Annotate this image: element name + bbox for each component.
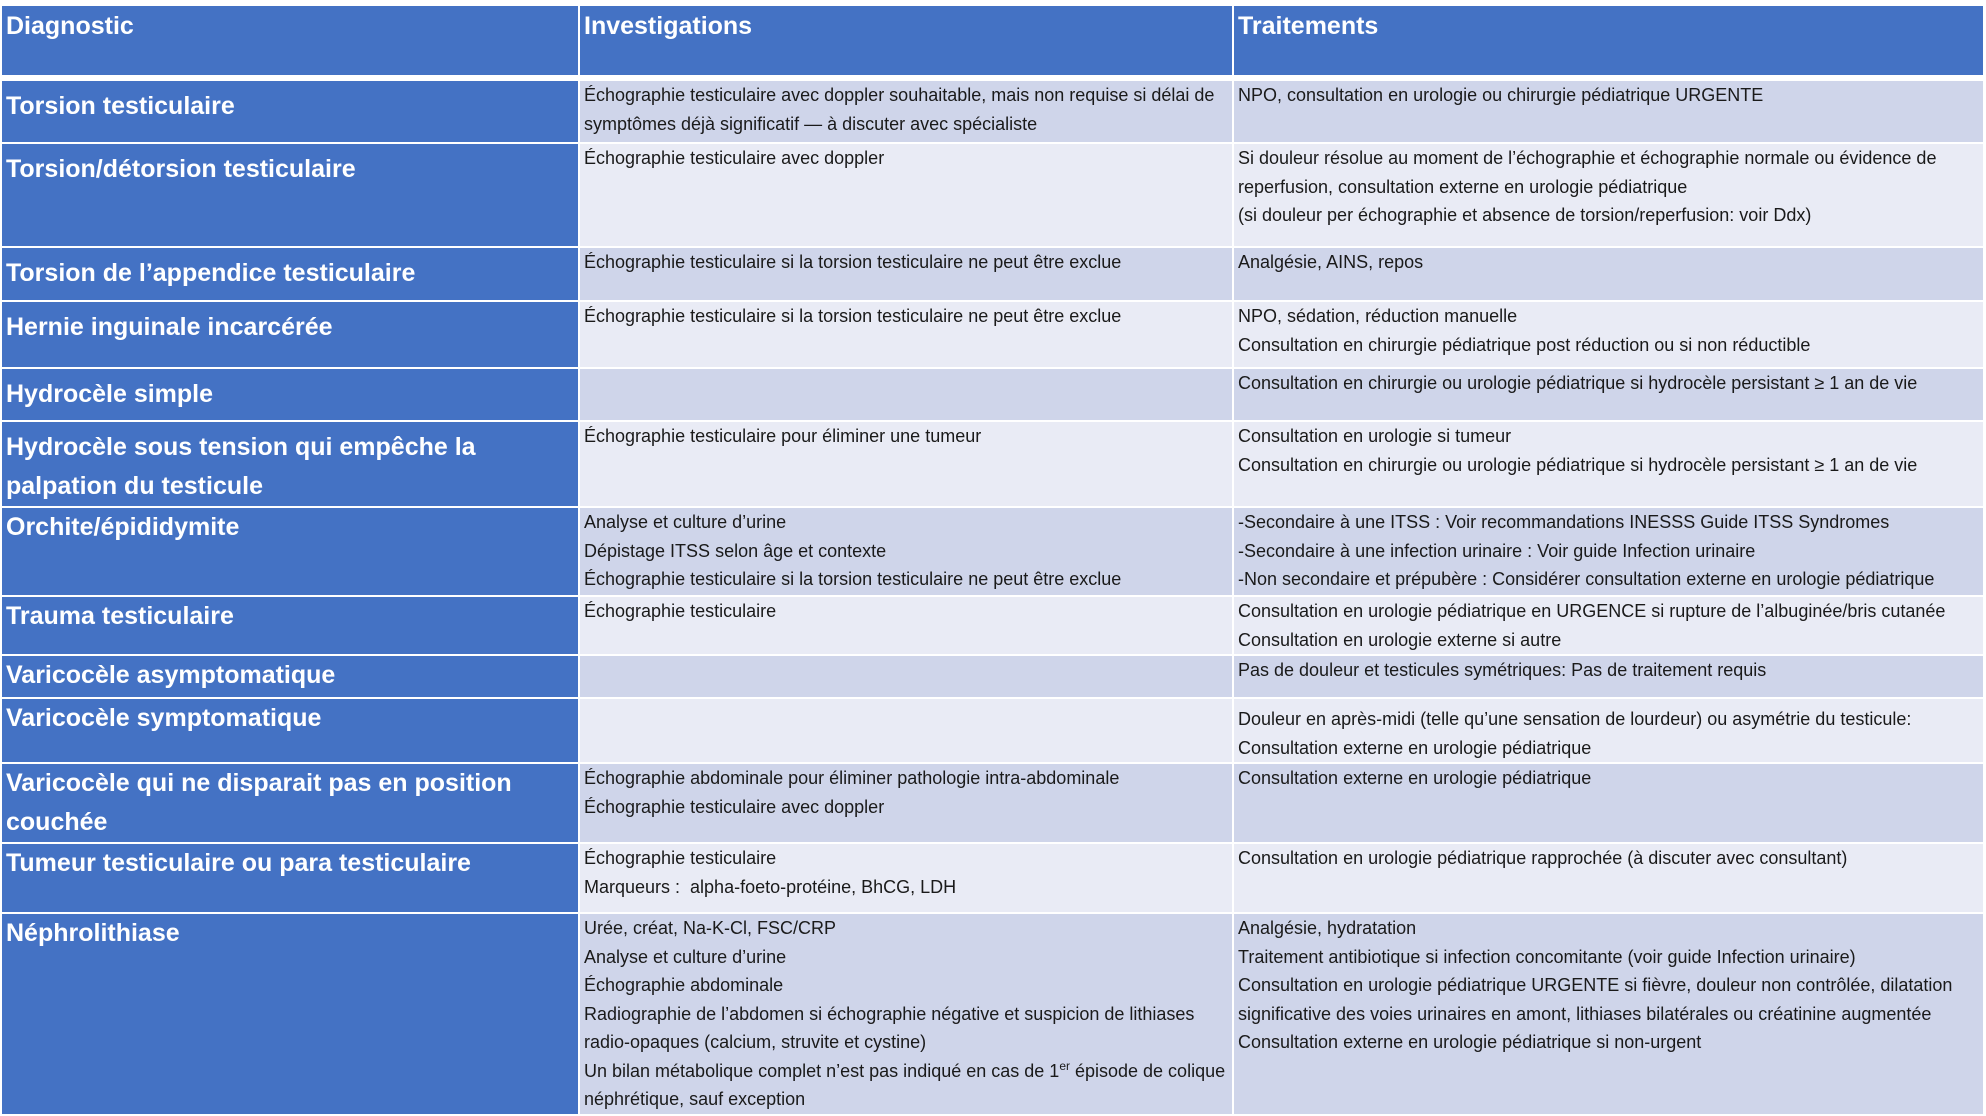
traitements-line: -Secondaire à une ITSS : Voir recommandations INESSS Guide ITSS Syndromes [1238,512,1890,532]
investigations-cell [579,763,1233,843]
diagnostic-cell: Hydrocèle simple [2,368,579,421]
table-header-row [2,6,1984,78]
traitements-cell [1233,655,1984,698]
diagnostic-table [2,6,1985,1116]
table-row [2,913,1984,1115]
investigations-text: épisode de colique néphrétique, sauf exception [584,1060,1231,1109]
investigations-line: Marqueurs : alpha-foeto-protéine, BhCG, LDH [584,876,957,897]
investigations-line: Dépistage ITSS selon âge et contexte [584,540,887,561]
diagnostic-cell: Néphrolithiase [2,913,579,1115]
traitements-cell [1233,698,1984,763]
diagnostic-cell: Orchite/épididymite [2,507,579,596]
table-row [2,301,1984,368]
investigations-cell [579,913,1233,1115]
traitements-line: Consultation en urologie externe si autre [1238,629,1562,650]
investigations-cell [579,143,1233,247]
investigations-cell [579,655,1233,698]
table-row [2,655,1984,698]
traitements-line: Traitement antibiotique si infection concomitante (voir guide Infection urinaire) [1238,946,1856,967]
traitements-line: Analgésie, hydratation [1238,918,1417,938]
traitements-line: Consultation en urologie si tumeur [1238,426,1512,446]
investigations-line: Échographie abdominale [584,975,784,995]
investigations-cell [579,596,1233,655]
investigations-text: Un bilan métabolique complet n’est pas indiqué en cas de 1 [584,1060,1060,1081]
traitements-cell [1233,368,1984,421]
investigations-line: Échographie testiculaire si la torsion testiculaire ne peut être exclue [584,569,1122,589]
table-row [2,368,1984,421]
header-traitements: Traitements [1233,6,1984,78]
investigations-line [584,1057,1231,1114]
traitements-line: Pas de douleur et testicules symétriques: Pas de traitement requis [1238,660,1767,680]
diagnostic-cell: Hernie inguinale incarcérée [2,301,579,368]
diagnostic-cell: Tumeur testiculaire ou para testiculaire [2,843,579,913]
investigations-line: Échographie testiculaire avec doppler [584,148,885,168]
investigations-line: Urée, créat, Na-K-Cl, FSC/CRP [584,918,837,938]
traitements-line: Consultation en urologie pédiatrique rapprochée (à discuter avec consultant) [1238,848,1848,868]
table-row [2,507,1984,596]
traitements-line: NPO, sédation, réduction manuelle [1238,306,1518,326]
traitements-line: -Secondaire à une infection urinaire : Voir guide Infection urinaire [1238,540,1756,561]
diagnostic-cell: Varicocèle symptomatique [2,698,579,763]
traitements-line: Consultation en urologie pédiatrique en URGENCE si rupture de l’albuginée/bris cutanée [1238,601,1946,621]
investigations-line: Analyse et culture d’urine [584,946,787,967]
table-row [2,843,1984,913]
diagnostic-cell: Hydrocèle sous tension qui empêche la palpation du testicule [2,421,579,507]
diagnostic-cell: Varicocèle qui ne disparait pas en position couchée [2,763,579,843]
investigations-cell [579,247,1233,301]
traitements-cell [1233,247,1984,301]
traitements-line: NPO, consultation en urologie ou chirurgie pédiatrique URGENTE [1238,85,1764,105]
investigations-line: Échographie testiculaire [584,848,777,868]
traitements-cell [1233,913,1984,1115]
traitements-line: (si douleur per échographie et absence de torsion/reperfusion: voir Ddx) [1238,205,1812,225]
investigations-line: Échographie testiculaire [584,601,777,621]
traitements-cell [1233,507,1984,596]
header-investigations: Investigations [579,6,1233,78]
traitements-cell [1233,78,1984,143]
traitements-line: Douleur en après-midi (telle qu’une sensation de lourdeur) ou asymétrie du testicule: Consultation externe en urologie pédiatrique [1238,709,1917,758]
investigations-cell [579,368,1233,421]
traitements-line: Consultation en chirurgie ou urologie pédiatrique si hydrocèle persistant ≥ 1 an de vie [1238,454,1918,475]
traitements-cell [1233,143,1984,247]
table-row [2,698,1984,763]
investigations-line: Analyse et culture d’urine [584,512,787,532]
investigations-line: Échographie testiculaire avec doppler [584,796,885,817]
investigations-cell [579,78,1233,143]
table-row [2,78,1984,143]
investigations-cell [579,843,1233,913]
traitements-line: Consultation externe en urologie pédiatrique [1238,768,1592,788]
investigations-line: Échographie testiculaire si la torsion testiculaire ne peut être exclue [584,252,1122,272]
traitements-line: Consultation en urologie pédiatrique URGENTE si fièvre, douleur non contrôlée, dilatation significative des voies urinaires en amont, lithiases bilatérales ou créatinine augmentée [1238,975,1958,1024]
header-diagnostic: Diagnostic [2,6,579,78]
table-row [2,763,1984,843]
investigations-cell [579,507,1233,596]
investigations-line: Échographie testiculaire avec doppler souhaitable, mais non requise si délai de symptômes déjà significatif — à discuter avec spécialiste [584,85,1220,134]
traitements-line: Si douleur résolue au moment de l’échographie et échographie normale ou évidence de reperfusion, consultation externe en urologie pédiatrique [1238,148,1942,197]
investigations-line: Échographie testiculaire pour éliminer une tumeur [584,426,982,446]
diagnostic-cell: Torsion de l’appendice testiculaire [2,247,579,301]
diagnostic-cell: Torsion testiculaire [2,78,579,143]
traitements-cell [1233,421,1984,507]
diagnostic-cell: Torsion/détorsion testiculaire [2,143,579,247]
traitements-line: Consultation externe en urologie pédiatrique si non-urgent [1238,1032,1702,1052]
ordinal-superscript: er [1059,1058,1070,1073]
traitements-cell [1233,843,1984,913]
traitements-line: -Non secondaire et prépubère : Considérer consultation externe en urologie pédiatrique [1238,569,1935,589]
traitements-line: Consultation en chirurgie pédiatrique post réduction ou si non réductible [1238,334,1811,355]
table-row [2,596,1984,655]
table-row [2,247,1984,301]
table-row [2,421,1984,507]
traitements-line: Analgésie, AINS, repos [1238,252,1424,272]
investigations-cell [579,301,1233,368]
traitements-cell [1233,763,1984,843]
traitements-line: Consultation en chirurgie ou urologie pédiatrique si hydrocèle persistant ≥ 1 an de vie [1238,373,1918,393]
investigations-line: Échographie testiculaire si la torsion testiculaire ne peut être exclue [584,306,1122,326]
table-row [2,143,1984,247]
investigations-cell [579,421,1233,507]
traitements-cell [1233,596,1984,655]
diagnostic-cell: Trauma testiculaire [2,596,579,655]
traitements-cell [1233,301,1984,368]
investigations-line: Échographie abdominale pour éliminer pathologie intra-abdominale [584,768,1120,788]
investigations-cell [579,698,1233,763]
investigations-line: Radiographie de l’abdomen si échographie négative et suspicion de lithiases radio-opaques (calcium, struvite et cystine) [584,1003,1200,1052]
diagnostic-cell: Varicocèle asymptomatique [2,655,579,698]
